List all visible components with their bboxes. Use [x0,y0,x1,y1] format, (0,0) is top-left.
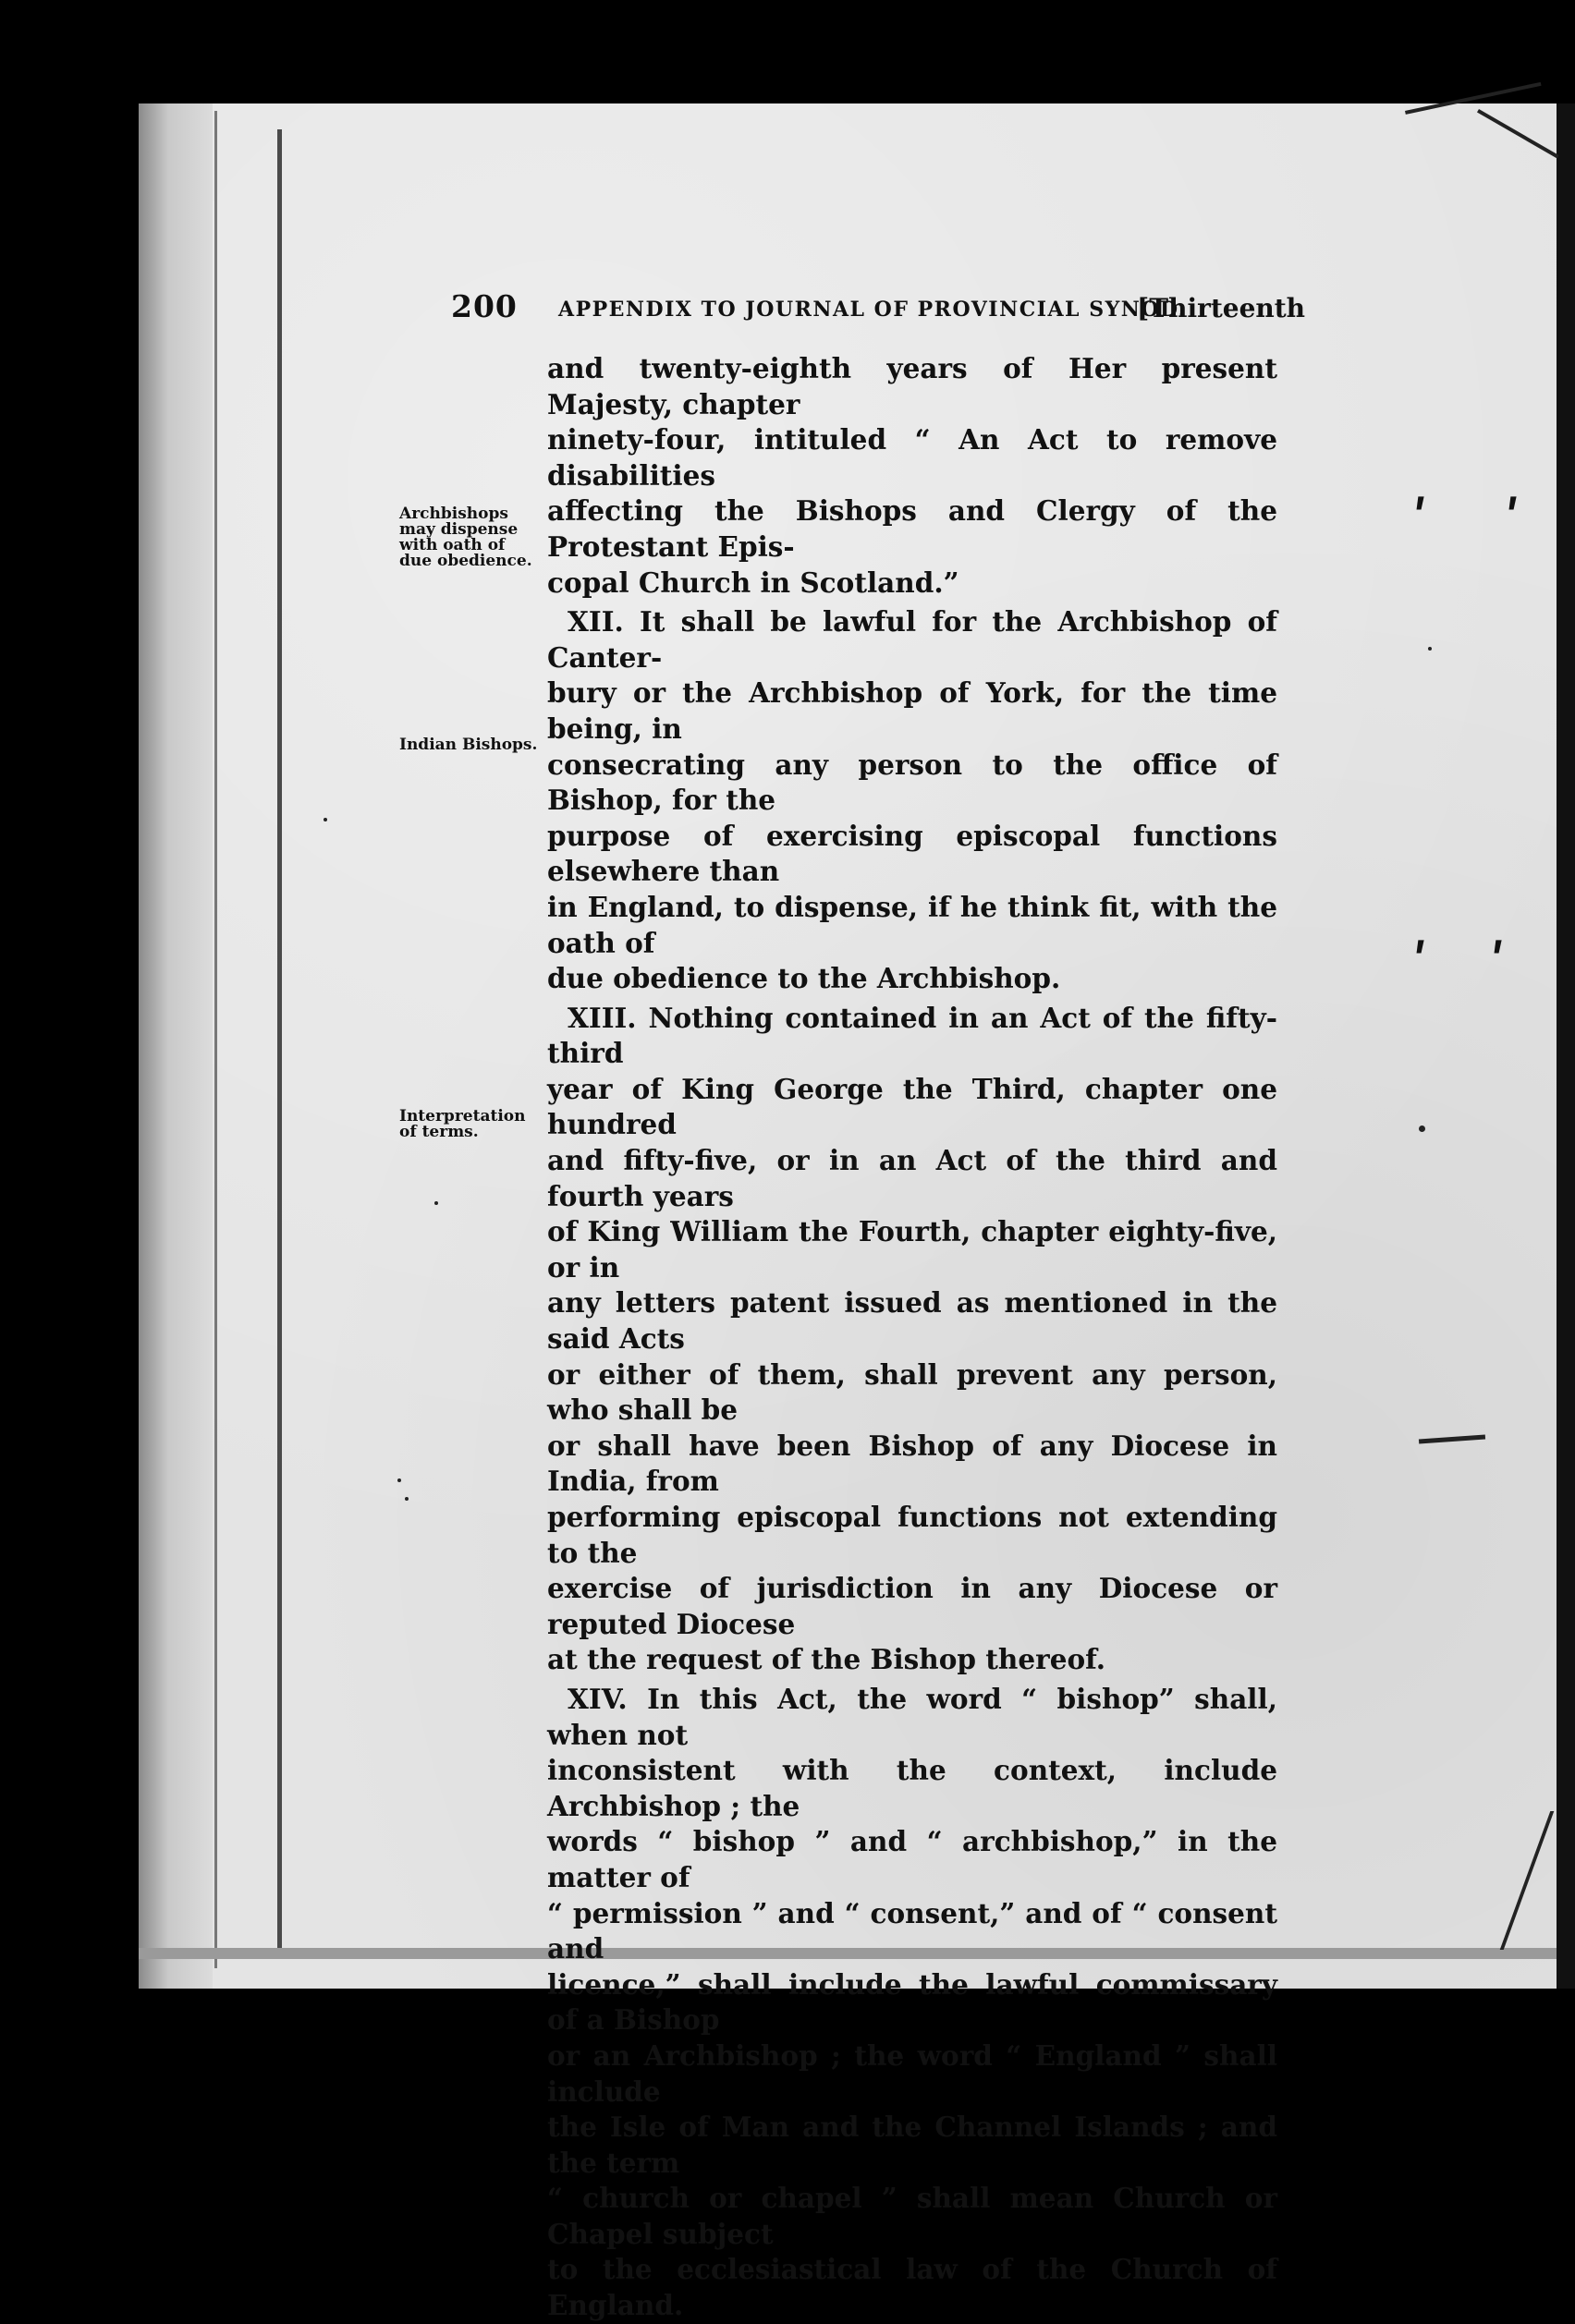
text-line: licence,” shall include the lawful commissary of a Bishop [547,1967,1277,2037]
scan-speck [405,1497,409,1501]
text-line: or an Archbishop ; the word “ England ” shall include [547,2038,1277,2108]
paragraph-section-xiv [547,1682,1277,2324]
text-line: words “ bishop ” and “ archbishop,” in the matter of [547,1825,1277,1893]
page-right-edge [1557,103,1575,1989]
text-line: XIII. Nothing contained in an Act of the fifty-third [547,1001,1277,1070]
body-text [547,351,1277,2324]
gutter-edge-line [214,111,217,1968]
side-note-interpretation [399,1109,552,1140]
text-line: at the request of the Bishop thereof. [547,1643,1106,1676]
text-line: XIV. In this Act, the word “ bishop” shall, when not [547,1682,1277,1751]
margin-mark: ʹ [1412,933,1429,996]
side-note-line: with oath of [399,536,506,554]
page-gutter-shadow [139,103,213,1989]
text-line: the Isle of Man and the Channel Islands ; and the term [547,2111,1277,2179]
paragraph-section-xiii [547,1001,1277,1678]
side-note-line: Indian Bishops. [399,736,538,754]
text-line: exercise of jurisdiction in any Diocese or reputed Diocese [547,1572,1277,1640]
side-note-line: of terms. [399,1123,479,1141]
paragraph-section-xii [547,604,1277,997]
text-line: or either of them, shall prevent any person, who shall be [547,1357,1277,1427]
side-note-indian-bishops [399,737,552,753]
text-line: and twenty-eighth years of Her present Majesty, chapter [547,352,1277,420]
side-note-line: Archbishops [399,505,508,523]
text-line: “ church or chapel ” shall mean Church or Chapel subject [547,2182,1277,2250]
scan-speck [324,818,327,821]
text-line: or shall have been Bishop of any Diocese in India, from [547,1429,1277,1498]
text-line: in England, to dispense, if he think fit, with the oath of [547,890,1277,959]
scan-speck [397,1478,401,1482]
side-note-line: due obedience. [399,552,532,570]
text-line: affecting the Bishops and Clergy of the Protestant Epis- [547,494,1277,563]
paragraph-continuation [547,351,1277,601]
text-line: “ permission ” and “ consent,” and of “ consent and [547,1896,1277,1965]
text-line: year of King George the Third, chapter one hundred [547,1072,1277,1141]
text-line: bury or the Archbishop of York, for the time being, in [547,676,1277,745]
scan-speck [1419,1125,1425,1132]
side-note-line: Interpretation [399,1107,526,1125]
running-head-session: [Thirteenth [1137,293,1306,323]
scan-speck [434,1201,438,1205]
text-line: consecrating any person to the office of Bishop, for the [547,748,1277,817]
text-line: inconsistent with the context, include Archbishop ; the [547,1754,1277,1822]
running-head: APPENDIX TO JOURNAL OF PROVINCIAL SYNOD. [558,298,1188,322]
side-note-line: may dispense [399,520,519,539]
text-line: and fifty-five, or in an Act of the third and fourth years [547,1144,1277,1212]
side-note-archbishops [399,506,552,569]
page-header [451,288,1306,325]
text-line: to the ecclesiastical law of the Church of England. [547,2253,1277,2322]
text-line: ninety-four, intituled “ An Act to remove disabilities [547,423,1277,492]
text-line: of King William the Fourth, chapter eighty-five, or in [547,1215,1277,1284]
margin-mark: ʹ [1412,490,1429,553]
page-number: 200 [451,288,518,324]
text-line: performing episcopal functions not extending to the [547,1501,1277,1569]
spine-line [277,129,282,1959]
scan-speck [1428,647,1432,651]
margin-mark: ʹ [1505,490,1521,553]
margin-mark: ʹ [1490,933,1507,996]
text-line: due obedience to the Archbishop. [547,962,1061,995]
text-line: any letters patent issued as mentioned in the said Acts [547,1286,1277,1356]
text-line: XII. It shall be lawful for the Archbishop of Canter- [547,605,1277,674]
text-line: purpose of exercising episcopal functions elsewhere than [547,819,1277,888]
text-line: copal Church in Scotland.” [547,566,959,599]
